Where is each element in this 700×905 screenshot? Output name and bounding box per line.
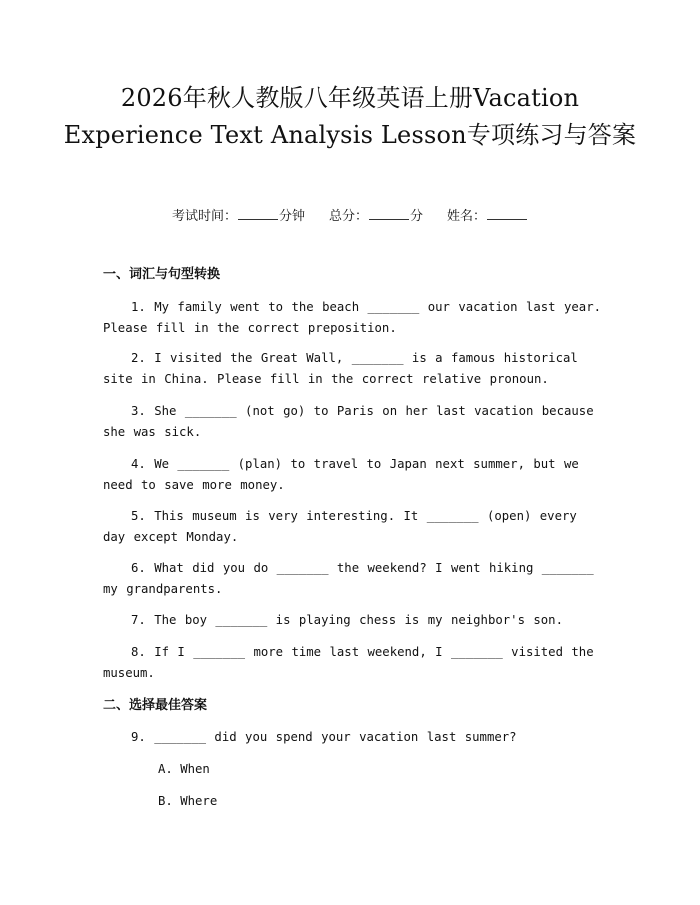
- student-name-label: 姓名：: [447, 209, 487, 224]
- section-heading-vocabulary: 一、词汇与句型转换: [103, 267, 221, 282]
- exam-time-unit: 分钟: [278, 209, 305, 224]
- student-name-blank: [487, 207, 527, 220]
- option-b: B. Where: [158, 794, 218, 808]
- exam-time-blank: [238, 207, 278, 220]
- document-title: 2026年秋人教版八年级英语上册Vacation Experience Text Analysis Lesson专项练习与答案: [63, 84, 637, 149]
- question-6: 6. What did you do _______ the weekend? I went hiking _______ my grandparents.: [103, 561, 594, 596]
- question-7: 7. The boy _______ is playing chess is my neighbor's son.: [131, 613, 563, 627]
- question-5: 5. This museum is very interesting. It _______ (open) every day except Monday.: [103, 509, 577, 544]
- question-3: 3. She _______ (not go) to Paris on her last vacation because she was sick.: [103, 404, 594, 439]
- total-score-unit: 分: [410, 209, 424, 224]
- exam-meta-line: [0, 207, 700, 226]
- question-8: 8. If I _______ more time last weekend, I _______ visited the museum.: [103, 645, 594, 680]
- total-score-label: 总分：: [328, 209, 368, 224]
- option-a: A. When: [158, 762, 210, 776]
- question-1: 1. My family went to the beach _______ our vacation last year. Please fill in the correct preposition.: [103, 300, 602, 335]
- question-2: 2. I visited the Great Wall, _______ is a famous historical site in China. Please fill in the correct relative pronoun.: [103, 351, 578, 386]
- total-score-blank: [369, 207, 409, 220]
- section-heading-multiple-choice: 二、选择最佳答案: [103, 698, 208, 713]
- exam-time-label: 考试时间：: [171, 209, 237, 224]
- question-9: 9. _______ did you spend your vacation last summer?: [131, 730, 517, 744]
- question-4: 4. We _______ (plan) to travel to Japan next summer, but we need to save more money.: [103, 457, 579, 492]
